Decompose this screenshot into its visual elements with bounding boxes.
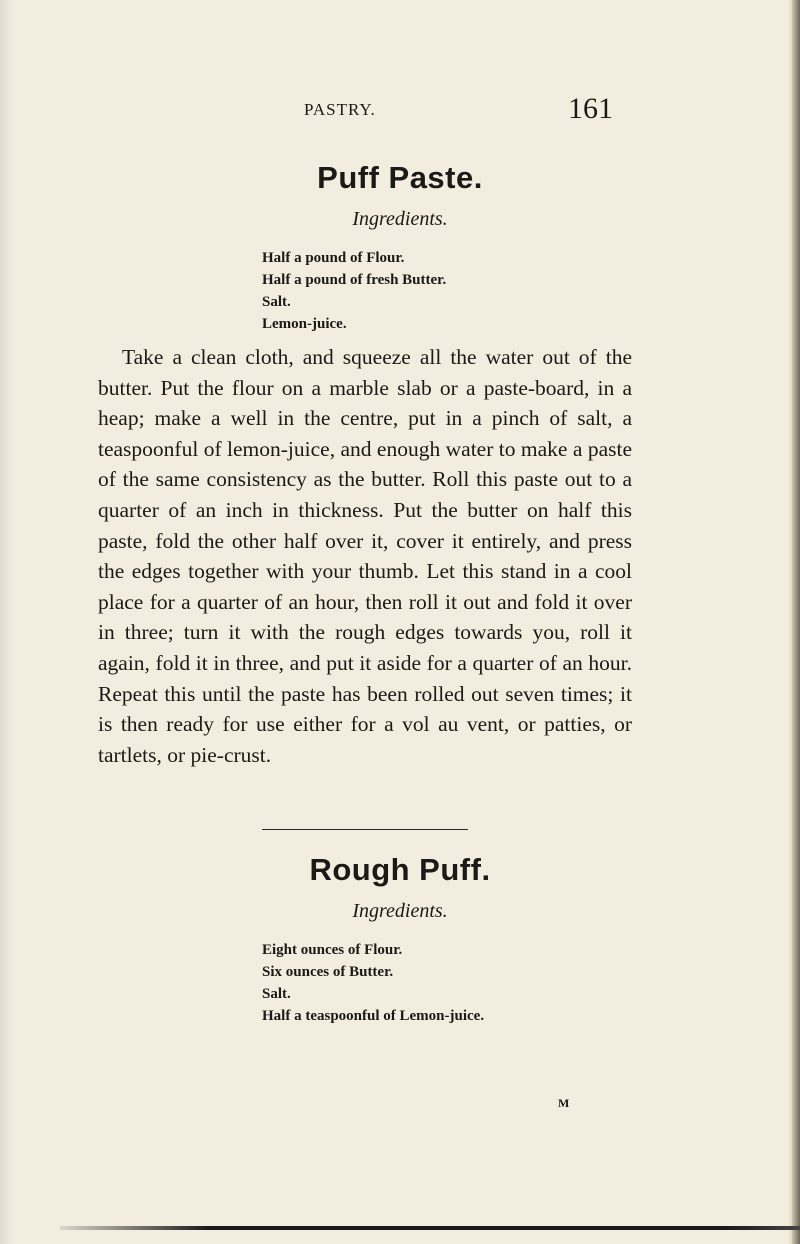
ingredients-heading: Ingredients.: [352, 900, 448, 922]
ingredients-heading: Ingredients.: [352, 208, 448, 230]
page-number: 161: [568, 92, 613, 125]
ingredients-list: [262, 939, 484, 1027]
running-title: PASTRY.: [304, 100, 376, 119]
ingredient-item: Salt.: [262, 294, 291, 310]
ingredient-item: Half a teaspoonful of Lemon-juice.: [262, 1008, 485, 1024]
recipe-title-puff-paste: Puff Paste.: [317, 160, 483, 195]
ingredient-item: Half a pound of fresh Butter.: [262, 272, 447, 288]
running-head: [0, 92, 800, 132]
ingredient-item: Salt.: [262, 986, 291, 1002]
page-bottom-edge: [60, 1226, 800, 1230]
signature-mark: M: [558, 1096, 570, 1110]
section-divider: [262, 829, 468, 830]
ingredient-item: Six ounces of Butter.: [262, 964, 394, 980]
method-paragraph: Take a clean cloth, and squeeze all the water out of the butter. Put the flour on a marble slab or a paste-board, in a heap; make a well in the centre, put in a pinch of salt, a teaspoonful of lemon-juice, and enough water to make a paste of the same consistency as the butter. Roll this paste out to a quarter of an inch in thickness. Put the butter on half this paste, fold the other half over it, cover it entirely, and press the edges together with your thumb. Let this stand in a cool place for a quarter of an hour, then roll it out and fold it over in three; turn it with the rough edges towards you, roll it again, fold it in three, and put it aside for a quarter of an hour. Repeat this until the paste has been rolled out seven times; it is then ready for use either for a vol au vent, or patties, or tartlets, or pie-crust.: [98, 345, 632, 767]
ingredient-item: Lemon-juice.: [262, 316, 347, 332]
recipe-title-rough-puff: Rough Puff.: [309, 852, 491, 887]
ingredients-list: [262, 247, 446, 335]
ingredient-item: Eight ounces of Flour.: [262, 942, 403, 958]
ingredient-item: Half a pound of Flour.: [262, 250, 405, 266]
